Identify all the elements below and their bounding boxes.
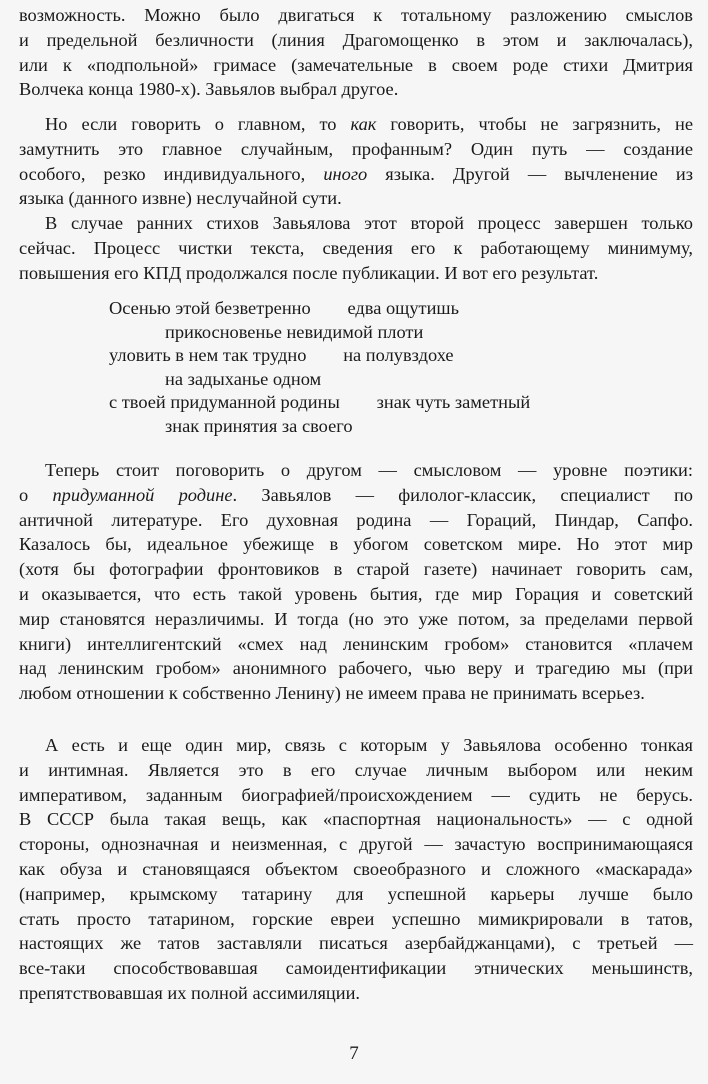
emphasis-text: как: [350, 114, 377, 134]
poem-line: знак принятия за своего: [165, 415, 353, 436]
paragraph-4: [19, 458, 693, 706]
text-line: над ленинским гробом» анонимного рабочего, чью веру и трагедию мы (при: [19, 658, 693, 679]
text-line: В СССР была такая вещь, как «паспортная национальность» — с одной: [19, 809, 693, 830]
text-line: или к «подпольной» гримасе (замечательные в своем роде стихи Дмитрия: [19, 54, 693, 75]
text-line: (например, крымскому татарину для успешной карьеры лучше было: [19, 883, 693, 904]
text-line: сейчас. Процесс чистки текста, сведения его к работающему минимуму,: [19, 237, 693, 258]
poem-quote: [109, 297, 530, 438]
text-line: (хотя бы фотографии фронтовиков в старой газете) начинает говорить сам,: [19, 559, 693, 580]
text-run: говорить, чтобы не загрязнить, не: [376, 114, 693, 134]
text-line: [19, 483, 693, 508]
text-line: повышения его КПД продолжался после публикации. И вот его результат.: [19, 262, 599, 283]
paragraph-3: [19, 211, 693, 285]
text-line: античной литературе. Его духовная родина — Гораций, Пиндар, Сапфо.: [19, 509, 693, 530]
text-line: как обуза и становящаяся объектом своеобразного и сложного «маскарада»: [19, 858, 693, 879]
paragraph-1: [19, 3, 693, 102]
text-line: и оказывается, что есть такой уровень бытия, где мир Горация и советский: [19, 583, 693, 604]
text-line: Волчека конца 1980-х). Завьялов выбрал другое.: [19, 79, 399, 100]
text-line: книги) интеллигентский «смех над ленинским гробом» становится «плачем: [19, 633, 693, 654]
text-line: препятствовавшая их полной ассимиляции.: [19, 982, 361, 1003]
page-number: 7: [349, 1043, 359, 1064]
poem-line: с твоей придуманной родины знак чуть заметный: [109, 392, 531, 412]
text-line: А есть и еще один мир, связь с которым у Завьялова особенно тонкая: [45, 735, 693, 755]
text-line: мир становятся неразличимы. И тогда (но это уже потом, за пределами первой: [19, 608, 693, 629]
text-line: настоящих же татов заставляли писаться азербайджанцами), с третьей —: [19, 933, 693, 954]
poem-line: прикосновенье невидимой плоти: [165, 321, 424, 342]
text-line: возможность. Можно было двигаться к тотальному разложению смыслов: [19, 5, 693, 25]
text-run: Но если говорить о главном, то: [45, 114, 351, 134]
emphasis-text: иного: [323, 163, 368, 184]
poem-line: уловить в нем так трудно на полувздохе: [109, 345, 454, 365]
text-line: и предельной безличности (линия Драгомощенко в этом и заключалась),: [19, 29, 693, 50]
text-line: [19, 162, 693, 187]
text-line: замутнить это главное случайным, профанным? Один путь — создание: [19, 138, 693, 159]
text-run: . Завьялов — филолог-классик, специалист по: [232, 484, 693, 505]
text-line: и интимная. Является это в его случае личным выбором или неким: [19, 759, 693, 780]
poem-line: на задыханье одном: [165, 368, 322, 389]
paragraph-5: [19, 733, 693, 1006]
text-line: В случае ранних стихов Завьялова этот второй процесс завершен только: [45, 213, 693, 233]
text-line: Казалось бы, идеальное убежище в убогом советском мире. Но этот мир: [19, 534, 693, 555]
text-run: о: [19, 484, 53, 505]
text-line: языка (данного извне) неслучайной сути.: [19, 188, 342, 209]
paragraph-2: [19, 112, 693, 211]
text-line: императивом, заданным биографией/происхождением — судить не берусь.: [19, 784, 693, 805]
poem-line: Осенью этой безветренно едва ощутишь: [109, 298, 459, 318]
text-line: [19, 112, 693, 137]
text-run: особого, резко индивидуального,: [19, 163, 324, 184]
text-run: языка. Другой — вычленение из: [367, 163, 693, 184]
text-line: стороны, однозначная и неизменная, с другой — зачастую воспринимающаяся: [19, 834, 693, 855]
emphasis-text: придуманной родине: [52, 484, 233, 505]
text-line: все-таки способствовавшая самоидентификации этнических меньшинств,: [19, 958, 693, 979]
text-line: любом отношении к собственно Ленину) не имеем права не принимать всерьез.: [19, 683, 645, 704]
text-line: стать просто татарином, горские евреи успешно мимикрировали в татов,: [19, 908, 693, 929]
text-line: Теперь стоит поговорить о другом — смысловом — уровне поэтики:: [45, 460, 693, 480]
